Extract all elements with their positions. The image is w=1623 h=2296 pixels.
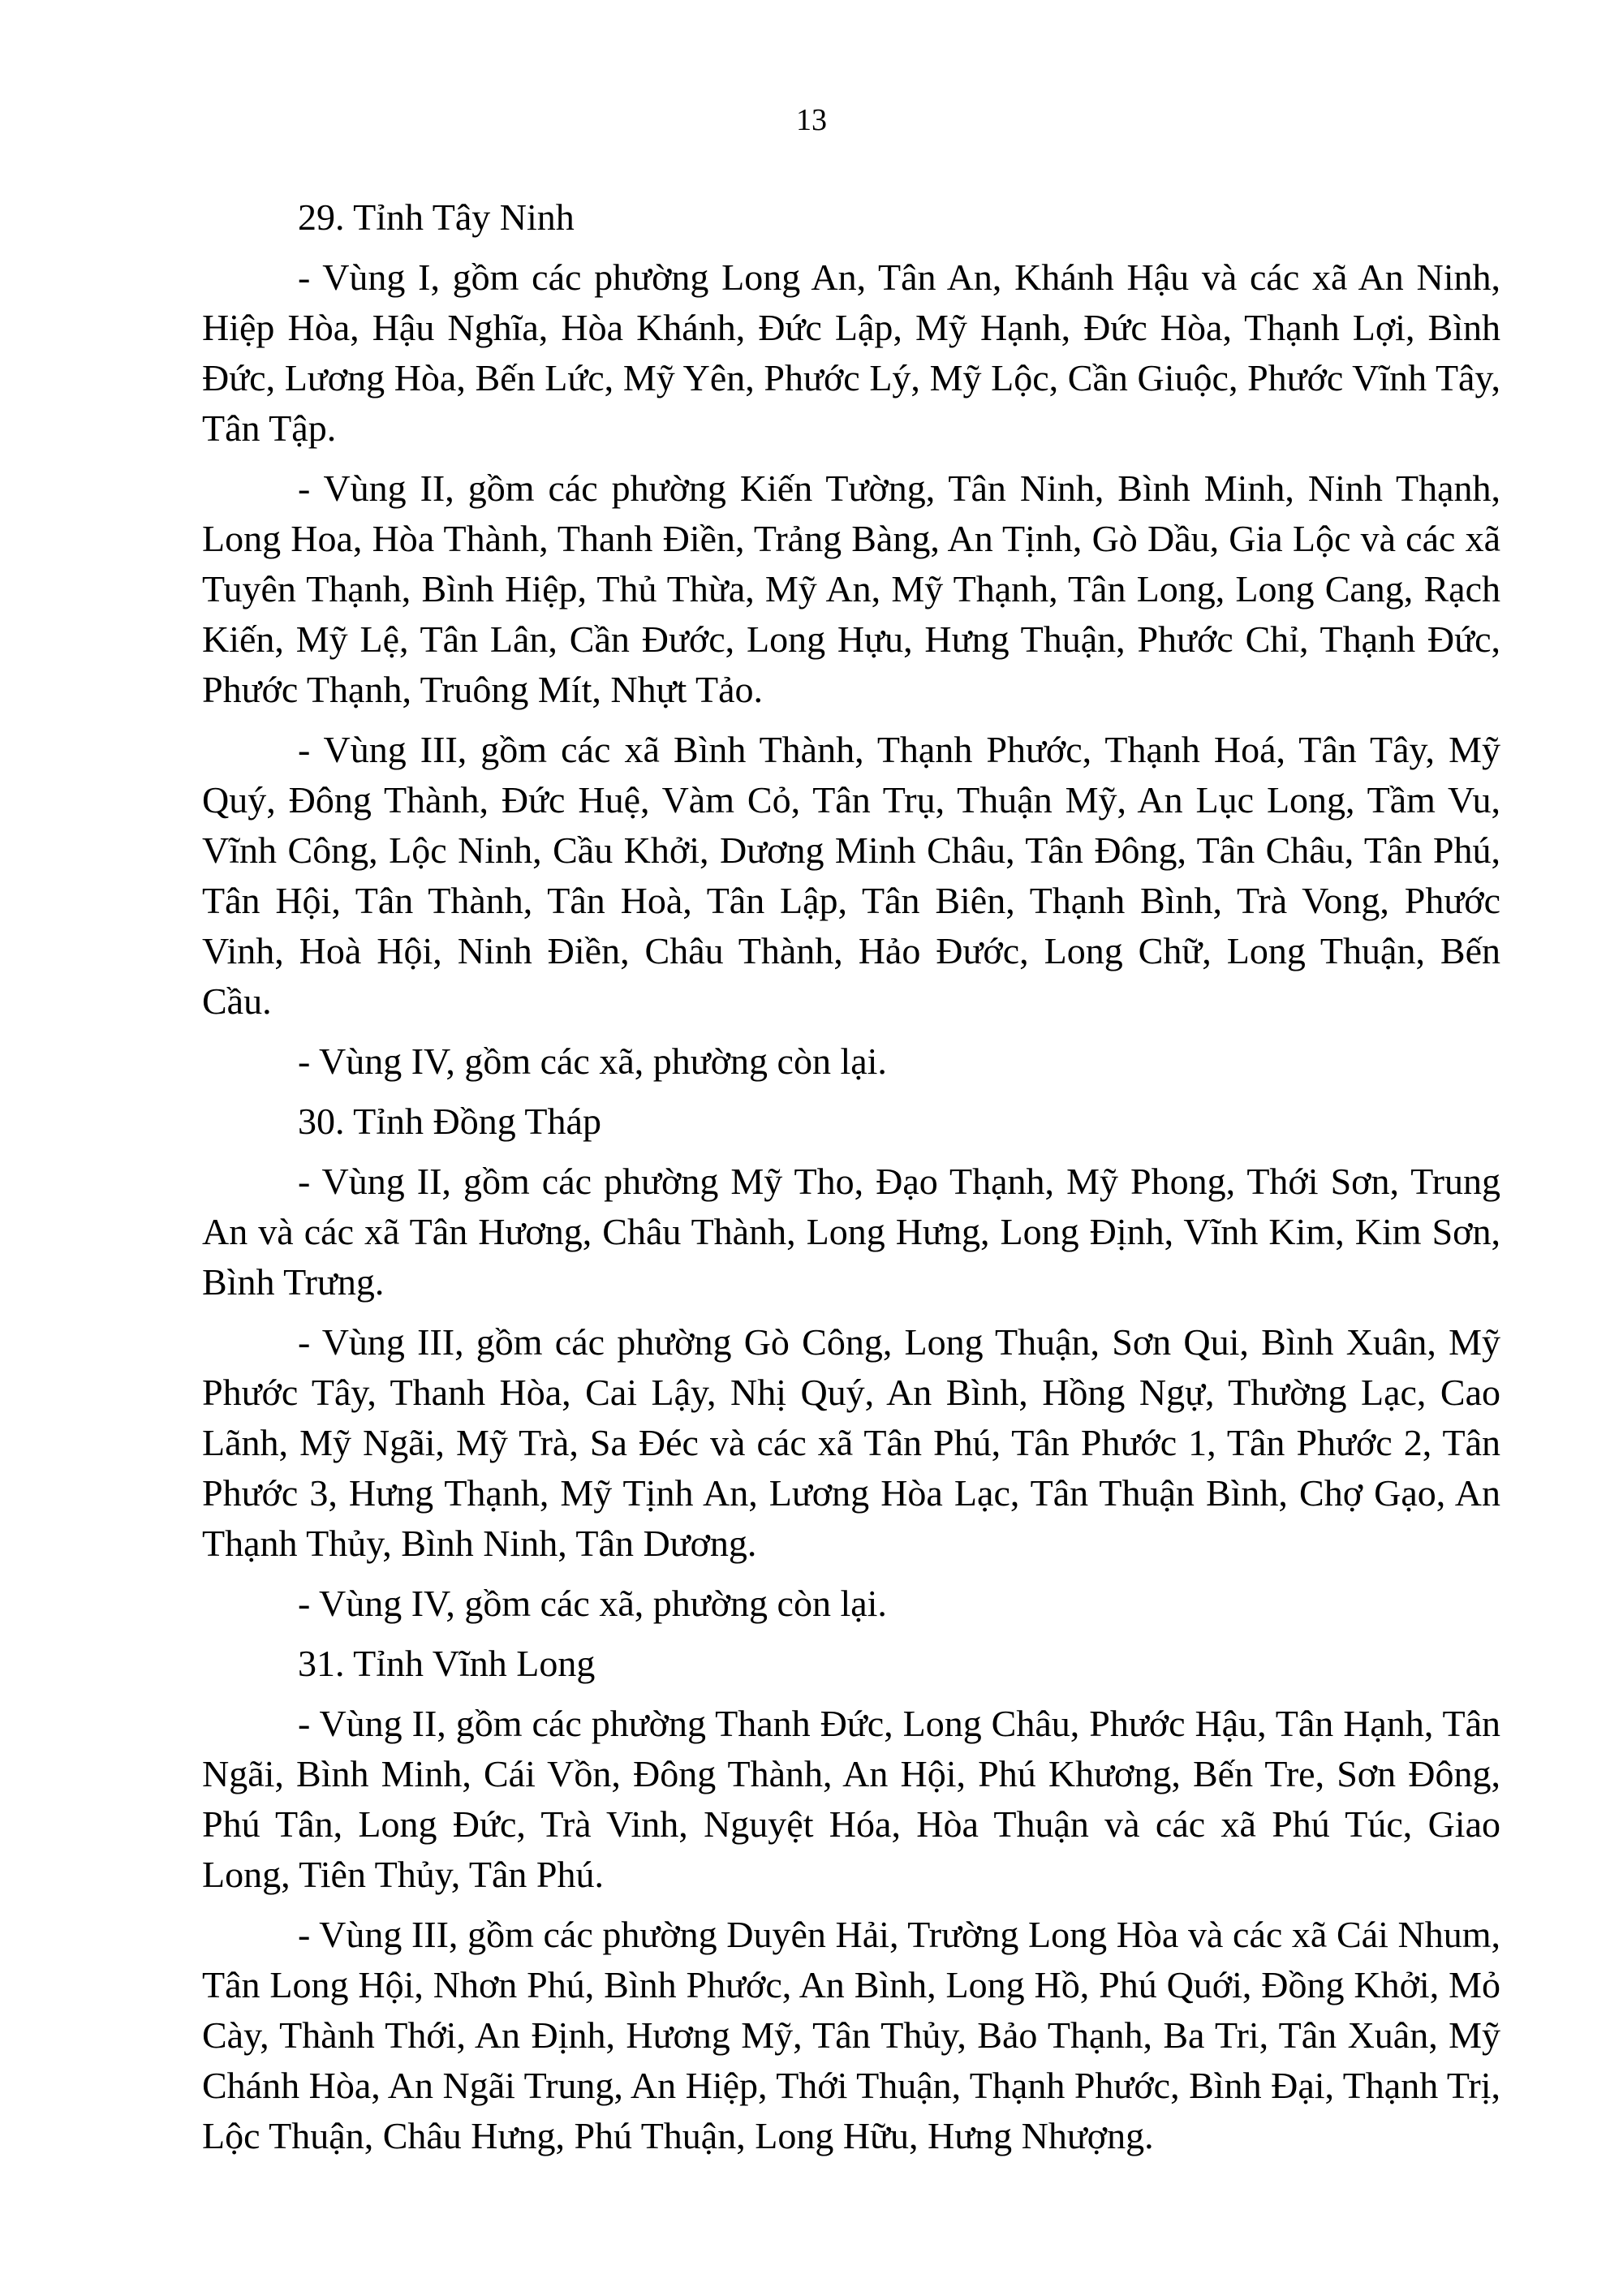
region-paragraph: - Vùng III, gồm các phường Gò Công, Long Thuận, Sơn Qui, Bình Xuân, Mỹ Phước Tây, Thanh Hòa, Cai Lậy, Nhị Quý, An Bình, Hồng Ngự, Thường Lạc, Cao Lãnh, Mỹ Ngãi, Mỹ Trà, Sa Đéc và các xã Tân Phú, Tân Phước 1, Tân Phước 2, Tân Phước 3, Hưng Thạnh, Mỹ Tịnh An, Lương Hòa Lạc, Tân Thuận Bình, Chợ Gạo, An Thạnh Thủy, Bình Ninh, Tân Dương. bbox=[202, 1321, 1500, 1564]
section-tay-ninh bbox=[202, 192, 1500, 1087]
section-heading: 29. Tỉnh Tây Ninh bbox=[298, 196, 575, 238]
region-paragraph: - Vùng II, gồm các phường Kiến Tường, Tân Ninh, Bình Minh, Ninh Thạnh, Long Hoa, Hòa Thành, Thanh Điền, Trảng Bàng, An Tịnh, Gò Dầu, Gia Lộc và các xã Tuyên Thạnh, Bình Hiệp, Thủ Thừa, Mỹ An, Mỹ Thạnh, Tân Long, Long Cang, Rạch Kiến, Mỹ Lệ, Tân Lân, Cần Đước, Long Hựu, Hưng Thuận, Phước Chỉ, Thạnh Đức, Phước Thạnh, Truông Mít, Nhựt Tảo. bbox=[202, 467, 1500, 710]
region-paragraph: - Vùng II, gồm các phường Mỹ Tho, Đạo Thạnh, Mỹ Phong, Thới Sơn, Trung An và các xã Tân Hương, Châu Thành, Long Hưng, Long Định, Vĩnh Kim, Kim Sơn, Bình Trưng. bbox=[202, 1161, 1500, 1303]
section-vinh-long bbox=[202, 1639, 1500, 2161]
section-heading: 30. Tỉnh Đồng Tháp bbox=[298, 1101, 601, 1142]
document-body bbox=[202, 192, 1500, 2171]
page-number: 13 bbox=[796, 103, 827, 137]
region-paragraph: - Vùng II, gồm các phường Thanh Đức, Long Châu, Phước Hậu, Tân Hạnh, Tân Ngãi, Bình Minh, Cái Vồn, Đông Thành, An Hội, Phú Khương, Bến Tre, Sơn Đông, Phú Tân, Long Đức, Trà Vinh, Nguyệt Hóa, Hòa Thuận và các xã Phú Túc, Giao Long, Tiên Thủy, Tân Phú. bbox=[202, 1703, 1500, 1895]
region-paragraph: - Vùng III, gồm các phường Duyên Hải, Trường Long Hòa và các xã Cái Nhum, Tân Long Hội, Nhơn Phú, Bình Phước, An Bình, Long Hồ, Phú Quới, Đồng Khởi, Mỏ Cày, Thành Thới, An Định, Hương Mỹ, Tân Thủy, Bảo Thạnh, Ba Tri, Tân Xuân, Mỹ Chánh Hòa, An Ngãi Trung, An Hiệp, Thới Thuận, Thạnh Phước, Bình Đại, Thạnh Trị, Lộc Thuận, Châu Hưng, Phú Thuận, Long Hữu, Hưng Nhượng. bbox=[202, 1914, 1500, 2156]
region-paragraph: - Vùng I, gồm các phường Long An, Tân An, Khánh Hậu và các xã An Ninh, Hiệp Hòa, Hậu Nghĩa, Hòa Khánh, Đức Lập, Mỹ Hạnh, Đức Hòa, Thạnh Lợi, Bình Đức, Lương Hòa, Bến Lức, Mỹ Yên, Phước Lý, Mỹ Lộc, Cần Giuộc, Phước Vĩnh Tây, Tân Tập. bbox=[202, 256, 1500, 449]
section-dong-thap bbox=[202, 1096, 1500, 1629]
region-paragraph: - Vùng IV, gồm các xã, phường còn lại. bbox=[298, 1040, 887, 1082]
region-paragraph: - Vùng III, gồm các xã Bình Thành, Thạnh Phước, Thạnh Hoá, Tân Tây, Mỹ Quý, Đông Thành, Đức Huệ, Vàm Cỏ, Tân Trụ, Thuận Mỹ, An Lục Long, Tầm Vu, Vĩnh Công, Lộc Ninh, Cầu Khởi, Dương Minh Châu, Tân Đông, Tân Châu, Tân Phú, Tân Hội, Tân Thành, Tân Hoà, Tân Lập, Tân Biên, Thạnh Bình, Trà Vong, Phước Vinh, Hoà Hội, Ninh Điền, Châu Thành, Hảo Đước, Long Chữ, Long Thuận, Bến Cầu. bbox=[202, 729, 1500, 1022]
region-paragraph: - Vùng IV, gồm các xã, phường còn lại. bbox=[298, 1583, 887, 1624]
section-heading: 31. Tỉnh Vĩnh Long bbox=[298, 1643, 596, 1684]
